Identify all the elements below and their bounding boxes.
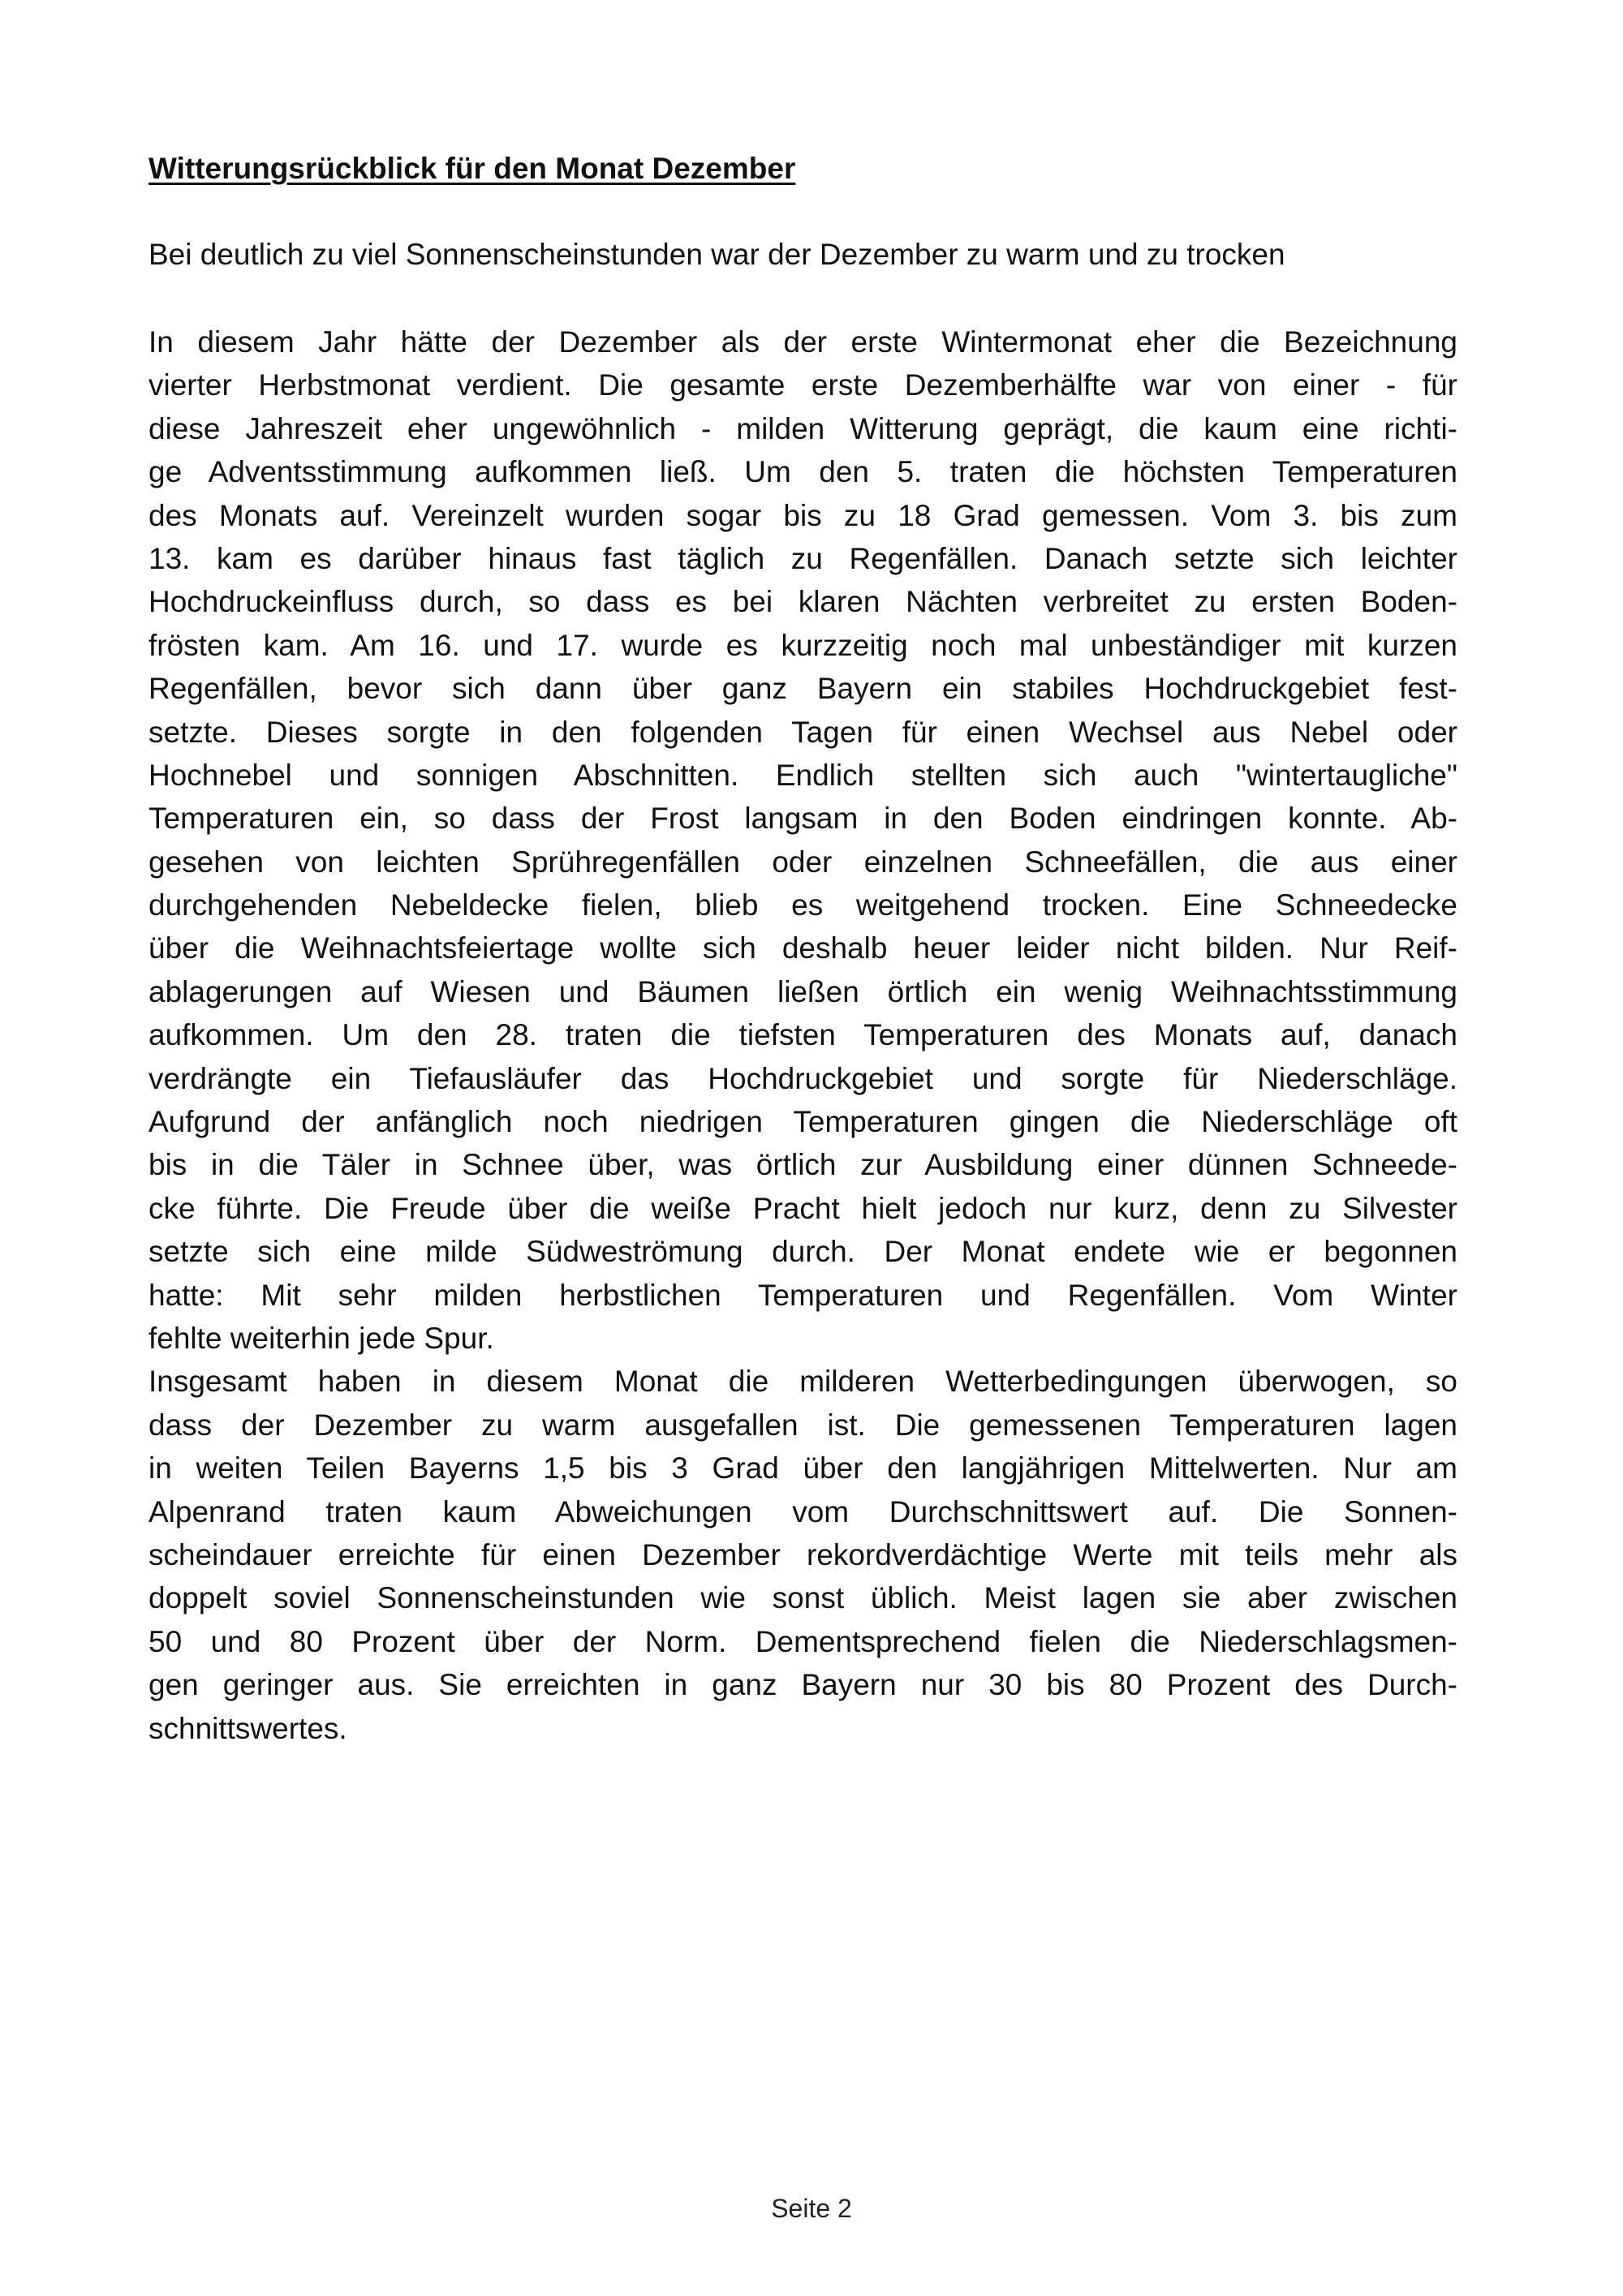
text-line: scheindauer erreichte für einen Dezember rekordverdächtige Werte mit teils mehr als: [149, 1537, 1457, 1572]
page-number: Seite 2: [771, 2194, 852, 2223]
text-line: diese Jahreszeit eher ungewöhnlich - milden Witterung geprägt, die kaum eine richti-: [149, 411, 1457, 445]
text-line: ablagerungen auf Wiesen und Bäumen ließen örtlich ein wenig Weihnachtsstimmung: [149, 974, 1457, 1008]
text-line: aufkommen. Um den 28. traten die tiefsten Temperaturen des Monats auf, danach: [149, 1018, 1457, 1052]
paragraph-1: [149, 320, 1457, 1360]
document-heading: Witterungsrückblick für den Monat Dezember: [149, 152, 796, 185]
text-line: Temperaturen ein, so dass der Frost langsam in den Boden eindringen konnte. Ab-: [149, 802, 1457, 836]
text-line: Regenfällen, bevor sich dann über ganz Bayern ein stabiles Hochdruckgebiet fest-: [149, 672, 1457, 706]
text-line: Alpenrand traten kaum Abweichungen vom Durchschnittswert auf. Die Sonnen-: [149, 1494, 1457, 1529]
text-line: durchgehenden Nebeldecke fielen, blieb es weitgehend trocken. Eine Schneedecke: [149, 888, 1457, 922]
text-line: des Monats auf. Vereinzelt wurden sogar bis zu 18 Grad gemessen. Vom 3. bis zum: [149, 498, 1457, 532]
paragraph-2: [149, 1360, 1457, 1750]
text-line: verdrängte ein Tiefausläufer das Hochdruckgebiet und sorgte für Niederschläge.: [149, 1061, 1457, 1095]
text-line: gesehen von leichten Sprühregenfällen oder einzelnen Schneefällen, die aus einer: [149, 845, 1457, 879]
text-line: setzte sich eine milde Südweströmung durch. Der Monat endete wie er begonnen: [149, 1235, 1457, 1269]
document-subtitle: Bei deutlich zu viel Sonnenscheinstunden war der Dezember zu warm und zu trocken: [149, 238, 1285, 271]
text-line: frösten kam. Am 16. und 17. wurde es kurzzeitig noch mal unbeständiger mit kurzen: [149, 628, 1457, 662]
text-line: hatte: Mit sehr milden herbstlichen Temperaturen und Regenfällen. Vom Winter: [149, 1278, 1457, 1312]
text-line: ge Adventsstimmung aufkommen ließ. Um den 5. traten die höchsten Temperaturen: [149, 455, 1457, 489]
text-line: schnittswertes.: [149, 1711, 347, 1745]
text-line: dass der Dezember zu warm ausgefallen ist. Die gemessenen Temperaturen lagen: [149, 1408, 1457, 1442]
text-line: gen geringer aus. Sie erreichten in ganz Bayern nur 30 bis 80 Prozent des Durch-: [149, 1668, 1457, 1702]
body-text: [149, 320, 1457, 1750]
text-line: bis in die Täler in Schnee über, was örtlich zur Ausbildung einer dünnen Schneede-: [149, 1148, 1457, 1182]
text-line: setzte. Dieses sorgte in den folgenden Tagen für einen Wechsel aus Nebel oder: [149, 715, 1457, 749]
text-line: über die Weihnachtsfeiertage wollte sich deshalb heuer leider nicht bilden. Nur Reif-: [149, 931, 1457, 965]
text-line: Insgesamt haben in diesem Monat die milderen Wetterbedingungen überwogen, so: [149, 1365, 1457, 1399]
text-line: doppelt soviel Sonnenscheinstunden wie sonst üblich. Meist lagen sie aber zwischen: [149, 1581, 1457, 1615]
text-line: 13. kam es darüber hinaus fast täglich zu Regenfällen. Danach setzte sich leichter: [149, 541, 1457, 575]
text-line: in weiten Teilen Bayerns 1,5 bis 3 Grad über den langjährigen Mittelwerten. Nur am: [149, 1451, 1457, 1486]
text-line: Aufgrund der anfänglich noch niedrigen Temperaturen gingen die Niederschläge oft: [149, 1105, 1457, 1139]
text-line: vierter Herbstmonat verdient. Die gesamte erste Dezemberhälfte war von einer - für: [149, 368, 1457, 402]
text-line: In diesem Jahr hätte der Dezember als der erste Wintermonat eher die Bezeichnung: [149, 325, 1457, 359]
text-line: 50 und 80 Prozent über der Norm. Dementsprechend fielen die Niederschlagsmen-: [149, 1624, 1457, 1658]
text-line: Hochnebel und sonnigen Abschnitten. Endlich stellten sich auch "wintertaugliche": [149, 758, 1457, 792]
text-line: Hochdruckeinfluss durch, so dass es bei klaren Nächten verbreitet zu ersten Boden-: [149, 585, 1457, 619]
text-line: fehlte weiterhin jede Spur.: [149, 1321, 494, 1355]
text-line: cke führte. Die Freude über die weiße Pracht hielt jedoch nur kurz, denn zu Silvester: [149, 1191, 1457, 1225]
